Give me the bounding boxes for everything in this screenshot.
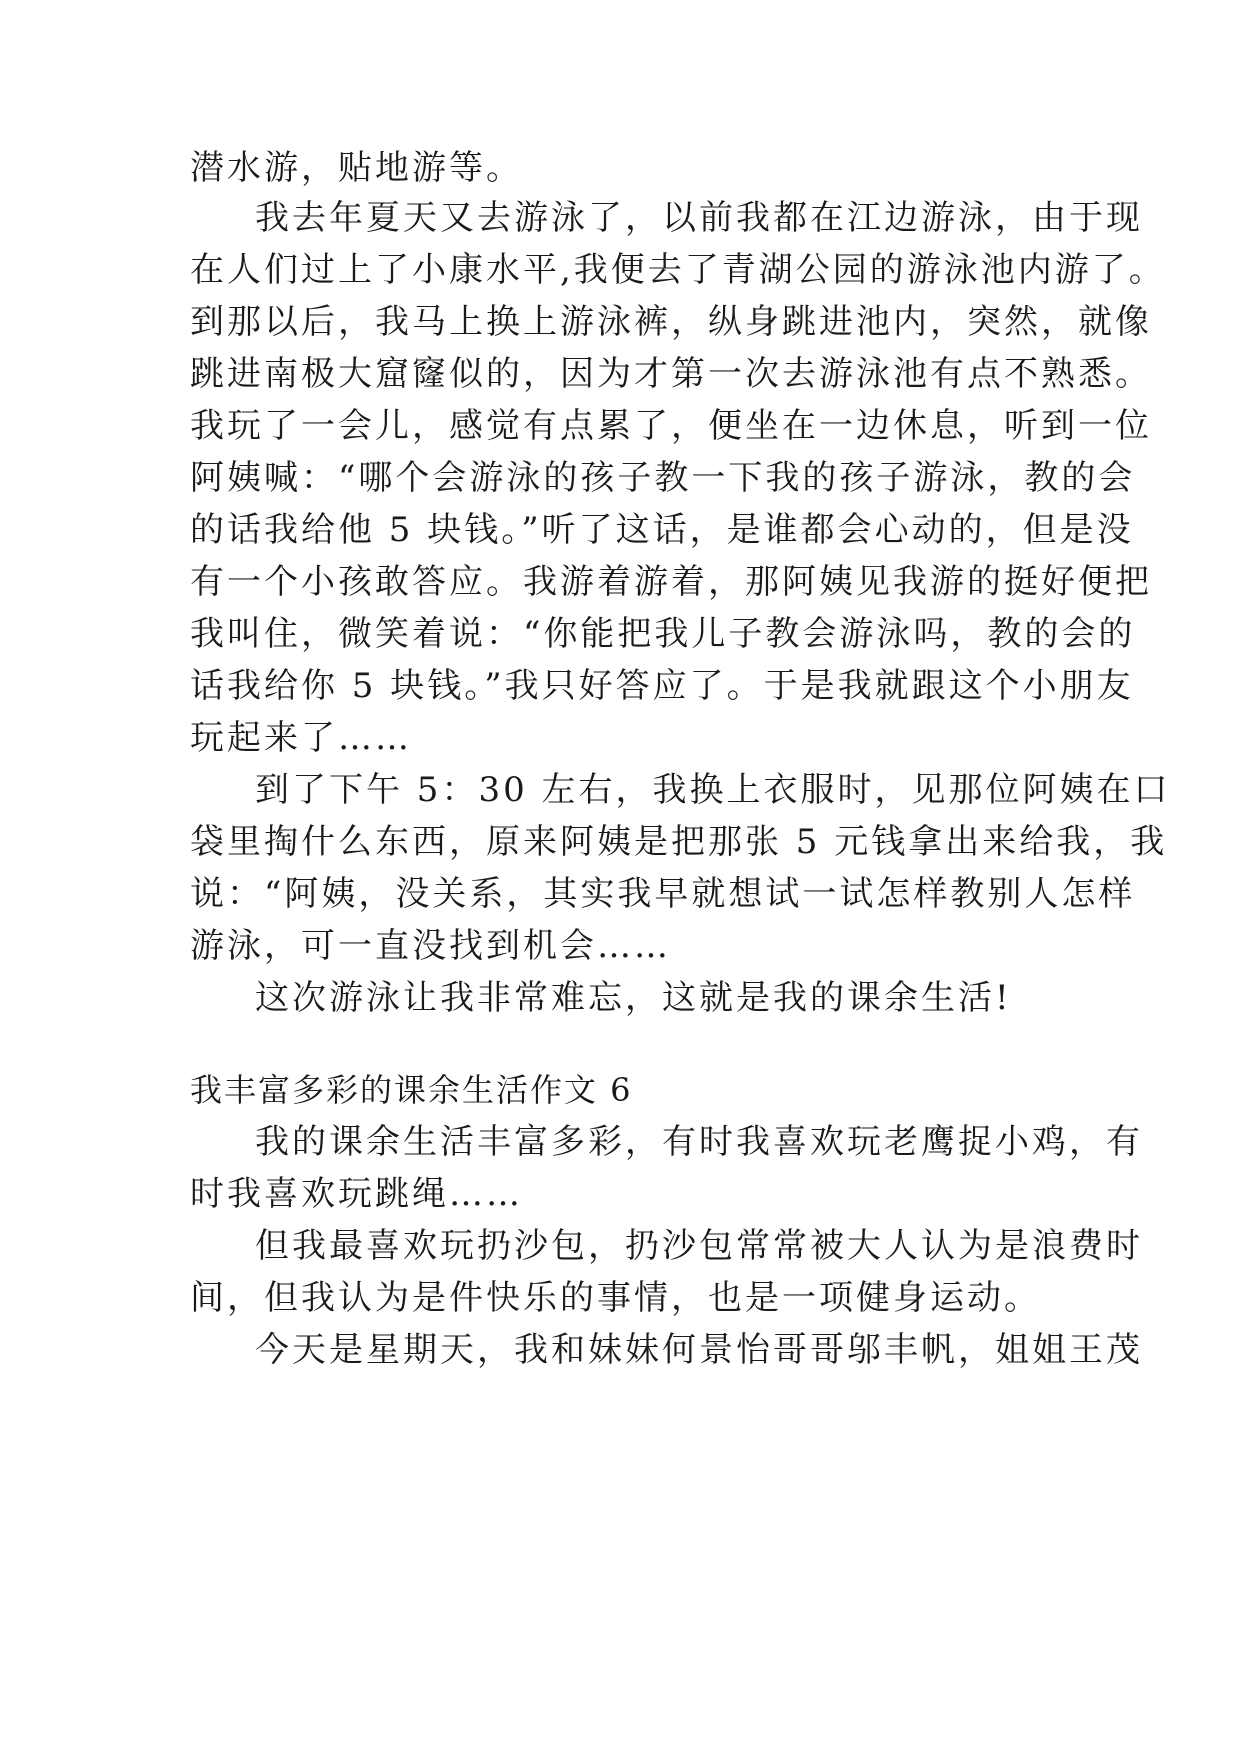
text-line: 到那以后，我马上换上游泳裤，纵身跳进池内，突然，就像 (190, 302, 1152, 342)
text-line: 游泳，可一直没找到机会…… (190, 926, 671, 966)
text-line: 时我喜欢玩跳绳…… (190, 1174, 523, 1214)
text-line: 的话我给他 5 块钱。”听了这话，是谁都会心动的，但是没 (190, 510, 1134, 550)
text-line: 袋里掏什么东西，原来阿姨是把那张 5 元钱拿出来给我，我 (190, 822, 1168, 862)
text-line: 这次游泳让我非常难忘，这就是我的课余生活! (255, 978, 1012, 1018)
text-line: 阿姨喊：“哪个会游泳的孩子教一下我的孩子游泳，教的会 (190, 458, 1136, 498)
section-heading: 我丰富多彩的课余生活作文 6 (190, 1071, 633, 1109)
text-line: 但我最喜欢玩扔沙包，扔沙包常常被大人认为是浪费时 (255, 1226, 1143, 1266)
text-line: 话我给你 5 块钱。”我只好答应了。于是我就跟这个小朋友 (190, 666, 1134, 706)
text-line: 到了下午 5：30 左右，我换上衣服时，见那位阿姨在口 (255, 770, 1171, 810)
text-line: 间，但我认为是件快乐的事情，也是一项健身运动。 (190, 1278, 1041, 1318)
text-line: 说：“阿姨，没关系，其实我早就想试一试怎样教别人怎样 (190, 874, 1136, 914)
text-line: 我玩了一会儿，感觉有点累了，便坐在一边休息，听到一位 (190, 406, 1152, 446)
text-line: 今天是星期天，我和妹妹何景怡哥哥邬丰帆，姐姐王茂 (255, 1330, 1143, 1370)
text-line: 玩起来了…… (190, 718, 412, 758)
text-line: 我去年夏天又去游泳了，以前我都在江边游泳，由于现 (255, 198, 1143, 238)
text-line: 我的课余生活丰富多彩，有时我喜欢玩老鹰捉小鸡，有 (255, 1122, 1143, 1162)
text-line: 有一个小孩敢答应。我游着游着，那阿姨见我游的挺好便把 (190, 562, 1152, 602)
text-line: 我叫住，微笑着说：“你能把我儿子教会游泳吗，教的会的 (190, 614, 1136, 654)
text-line: 在人们过上了小康水平,我便去了青湖公园的游泳池内游了。 (190, 250, 1166, 290)
text-line: 跳进南极大窟窿似的，因为才第一次去游泳池有点不熟悉。 (190, 354, 1152, 394)
text-line: 潜水游，贴地游等。 (190, 148, 523, 188)
